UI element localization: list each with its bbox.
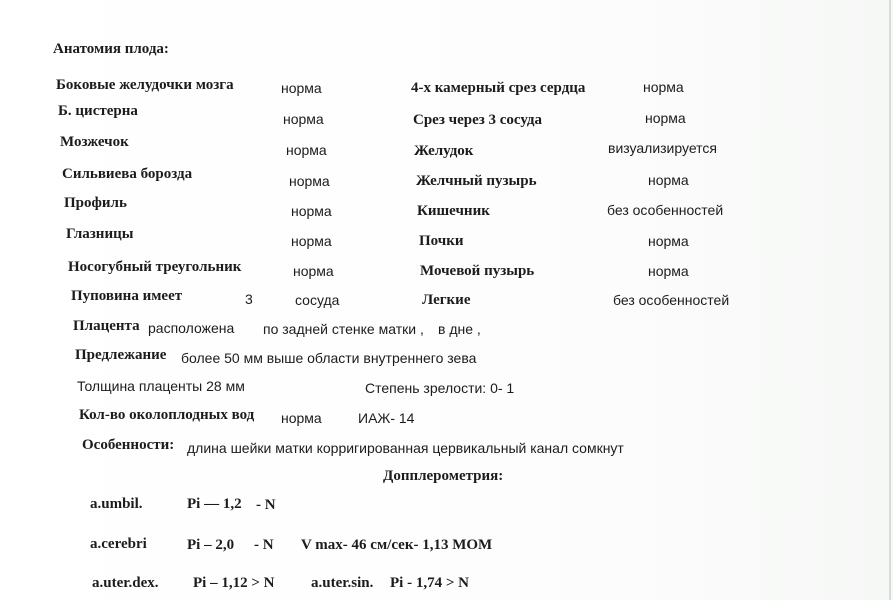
left-value-1: норма [283, 111, 324, 127]
doppler-cerebri-name: a.cerebri [90, 536, 147, 552]
left-label-5: Глазницы [66, 226, 134, 242]
doppler-cerebri-n: - N [254, 537, 274, 553]
left-value-5: норма [291, 233, 332, 249]
doppler-umbil-pi: Pi — 1,2 [187, 496, 242, 512]
placenta-text-2: по задней стенке матки , [263, 321, 424, 337]
placenta-thickness: Толщина плаценты 28 мм [77, 378, 245, 394]
umbilical-count: 3 [245, 291, 253, 307]
left-label-1: Б. цистерна [58, 103, 138, 119]
left-value-3: норма [289, 173, 330, 189]
doppler-umbil-n: - N [256, 497, 276, 513]
right-label-1: Срез через 3 сосуда [413, 112, 543, 128]
right-value-6: норма [648, 263, 689, 279]
presentation-label: Предлежание [75, 347, 167, 363]
right-value-1: норма [645, 110, 686, 126]
doppler-uter-dex-name: a.uter.dex. [92, 575, 159, 591]
right-label-7: Легкие [422, 292, 471, 308]
right-value-3: норма [648, 172, 689, 188]
right-label-3: Желчный пузырь [416, 173, 537, 189]
left-label-3: Сильвиева борозда [62, 166, 193, 182]
placenta-text-3: в дне , [438, 321, 481, 337]
amniotic-index: ИАЖ- 14 [358, 410, 415, 426]
left-label-4: Профиль [64, 195, 127, 211]
placenta-maturity: Степень зрелости: 0- 1 [365, 380, 515, 396]
right-value-7: без особенностей [613, 292, 730, 308]
doppler-cerebri-pi: Pi – 2,0 [187, 537, 235, 553]
doppler-title: Допплерометрия: [383, 468, 504, 484]
right-label-6: Мочевой пузырь [420, 263, 535, 279]
section-title: Анатомия плода: [53, 41, 169, 57]
amniotic-value: норма [281, 410, 322, 426]
placenta-text-1: расположена [148, 320, 235, 336]
features-text: длина шейки матки корригированная цервикальный канал сомкнут [187, 440, 624, 456]
left-label-6: Носогубный треугольник [68, 259, 242, 275]
right-value-2: визуализируется [608, 140, 718, 156]
umbilical-unit: сосуда [295, 292, 340, 308]
right-label-2: Желудок [414, 143, 474, 159]
right-label-0: 4-х камерный срез сердца [411, 80, 586, 96]
doppler-uter-dex-pi: Pi – 1,12 > N [193, 575, 275, 591]
features-label: Особенности: [82, 437, 175, 453]
left-value-0: норма [281, 80, 322, 96]
amniotic-label: Кол-во околоплодных вод [79, 407, 255, 423]
left-label-0: Боковые желудочки мозга [56, 77, 234, 93]
left-value-6: норма [293, 263, 334, 279]
doppler-uter-sin-name: a.uter.sin. [311, 575, 374, 591]
page-edge [889, 0, 891, 600]
doppler-cerebri-vmax: V max- 46 см/сек- 1,13 МОМ [301, 537, 493, 553]
left-value-4: норма [291, 203, 332, 219]
placenta-label: Плацента [73, 318, 140, 334]
right-value-5: норма [648, 233, 689, 249]
umbilical-label: Пуповина имеет [71, 288, 183, 304]
right-value-0: норма [643, 79, 684, 95]
doppler-uter-sin-pi: Pi - 1,74 > N [390, 575, 469, 591]
left-value-2: норма [286, 142, 327, 158]
right-label-5: Почки [419, 233, 464, 249]
left-label-2: Мозжечок [60, 134, 129, 150]
doppler-umbil-name: a.umbil. [90, 496, 143, 512]
right-label-4: Кишечник [417, 203, 490, 219]
presentation-text: более 50 мм выше области внутреннего зева [181, 350, 477, 366]
right-value-4: без особенностей [607, 202, 724, 218]
